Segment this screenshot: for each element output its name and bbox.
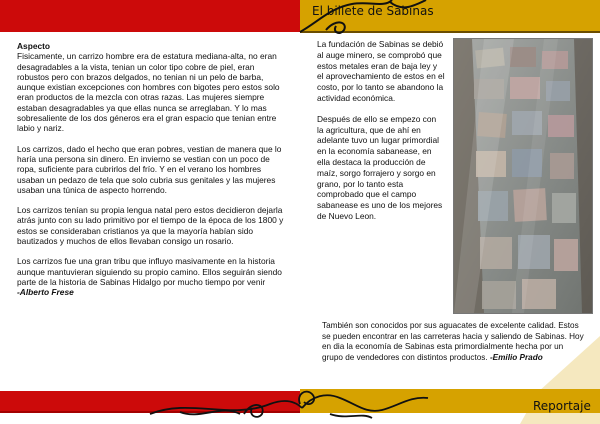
top-rule: [300, 31, 600, 33]
author-byline: -Alberto Frese: [17, 287, 74, 298]
paragraph-text: Fisicamente, un carrizo hombre era de estatura mediana-alta, no eran desagradables a la vista, tenian un color tipo cobre de piel, eran robustos pero con brazos delgados, no tenian ni un pelo de barba, aunque existian excepciones con hombres con bigotes pero estos solo eran productos de la mezcla con otras razas. Las mujeres siempre estaban desagradables ya que ellas nunca se arreglaban. Y lo mas sobresaliente de los dos géneros era el gran espacio que tenian entre labio y nariz.: [17, 51, 280, 134]
paragraph-aspecto: [17, 41, 287, 134]
author-byline: -Emilio Prado: [489, 352, 543, 362]
banknote-display-photo: [453, 38, 593, 314]
banknote-photo-image: [454, 39, 592, 313]
paragraph-closing: [17, 256, 287, 297]
paragraph-text: Los carrizos fue una gran tribu que influyo masivamente en la historia aunque mantuvieran siguiendo su propio camino. Ellos seguirán siendo parte de la historia de Sabinas Hidalgo por mucho tiempo por venir: [17, 256, 282, 287]
right-article: [317, 39, 445, 232]
paragraph: Después de ello se empezo con la agricultura, que de ahí en adelante tuvo un lugar primordial en la economía sabanease, en ella destaca la producción de maíz, sorgo forrajero y sorgo en grano, por lo tanto esta comprobado que el campo sabanease es uno de los mejores de Nuevo Leon.: [317, 113, 443, 221]
bottom-red-band: [0, 391, 300, 411]
section-label: Reportaje: [533, 399, 591, 413]
bottom-rule: [0, 411, 300, 413]
left-article: [17, 41, 287, 308]
section-title: Aspecto: [17, 41, 51, 51]
page-title: El billete de Sabinas: [312, 4, 434, 18]
paragraph: Los carrizos, dado el hecho que eran pobres, vestian de manera que lo haría una persona sin dinero. En invierno se vestian con un poco de ropa, suficiente para cubrirlos del frío. Y en el verano los hombres usaban un pedazo de tela que solo cubria sus genitales y las mujeres usaban una túnica de aspecto horrendo.: [17, 143, 282, 195]
bottom-paragraph: [322, 321, 584, 363]
top-red-band: [0, 0, 300, 32]
paragraph: Los carrizos tenían su propia lengua natal pero estos decidieron dejarla atrás junto con su lado primitivo por el tiempo de la época de los 1800 y estos se consideraban cristianos ya que la mayoría habían sido bautizados y muchos de ellos llevaban consigo un rosario.: [17, 205, 284, 247]
bottom-paragraph-text: También son conocidos por sus aguacates de excelente calidad. Estos se pueden encontrar en las carreteras hacia y saliendo de Sabinas. Hoy en dia la economía de Sabinas esta primordialmente hecha por un grupo de vendedores con distintos productos.: [322, 321, 584, 362]
paragraph: La fundación de Sabinas se debió al auge minero, se comprobó que estos metales eran de baja ley y el aprovechamiento de estos en el costo, por lo tanto se abandono la actividad económica.: [317, 39, 445, 103]
